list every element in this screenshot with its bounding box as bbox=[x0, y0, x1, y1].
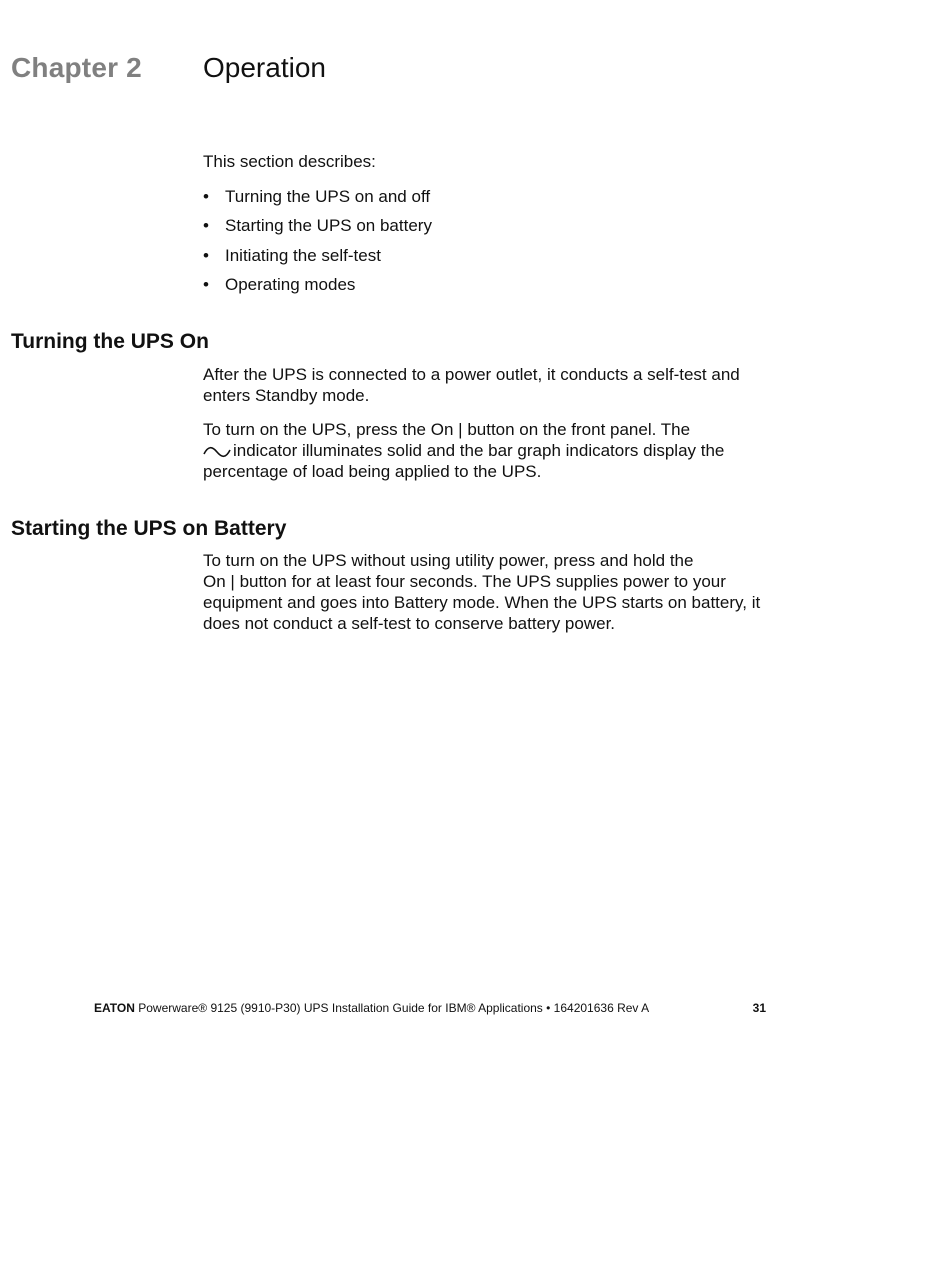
paragraph: After the UPS is connected to a power outlet, it conducts a self-test and enters Standby mode. bbox=[203, 365, 740, 405]
topic-list bbox=[203, 186, 803, 303]
paragraph: To turn on the UPS without using utility power, press and hold the On | button for at least four seconds. The UPS supplies power to your equipment and goes into Battery mode. When the UPS starts on battery, it does not conduct a self-test to conserve battery power. bbox=[203, 551, 761, 633]
list-item: • Starting the UPS on battery bbox=[203, 216, 432, 236]
bullet-icon: • bbox=[203, 245, 209, 265]
bullet-icon: • bbox=[203, 216, 209, 236]
footer-text: Powerware® 9125 (9910-P30) UPS Installation Guide for IBM® Applications • 164201636 Rev A bbox=[138, 1001, 650, 1015]
page-number: 31 bbox=[752, 1001, 766, 1015]
list-item: • Initiating the self-test bbox=[203, 245, 381, 265]
footer-brand: EATON bbox=[94, 1001, 135, 1015]
section-heading-starting-on-battery: Starting the UPS on Battery bbox=[11, 517, 287, 540]
list-item: • Turning the UPS on and off bbox=[203, 187, 431, 206]
list-item: • Operating modes bbox=[203, 274, 356, 294]
sine-wave-icon bbox=[203, 445, 231, 459]
chapter-label: Chapter 2 bbox=[11, 52, 142, 83]
bullet-icon: • bbox=[203, 274, 209, 294]
on-button-symbol: | bbox=[458, 420, 463, 439]
on-button-symbol: | bbox=[230, 572, 235, 591]
bullet-icon: • bbox=[203, 187, 209, 206]
intro-text: This section describes: bbox=[203, 152, 376, 171]
chapter-title: Operation bbox=[203, 52, 326, 83]
section-heading-turning-on: Turning the UPS On bbox=[11, 330, 209, 353]
paragraph: To turn on the UPS, press the On | button on the front panel. The indicator illuminates solid and the bar graph indicators display the percentage of load being applied to the UPS. bbox=[203, 420, 725, 481]
page-footer bbox=[94, 1001, 766, 1015]
